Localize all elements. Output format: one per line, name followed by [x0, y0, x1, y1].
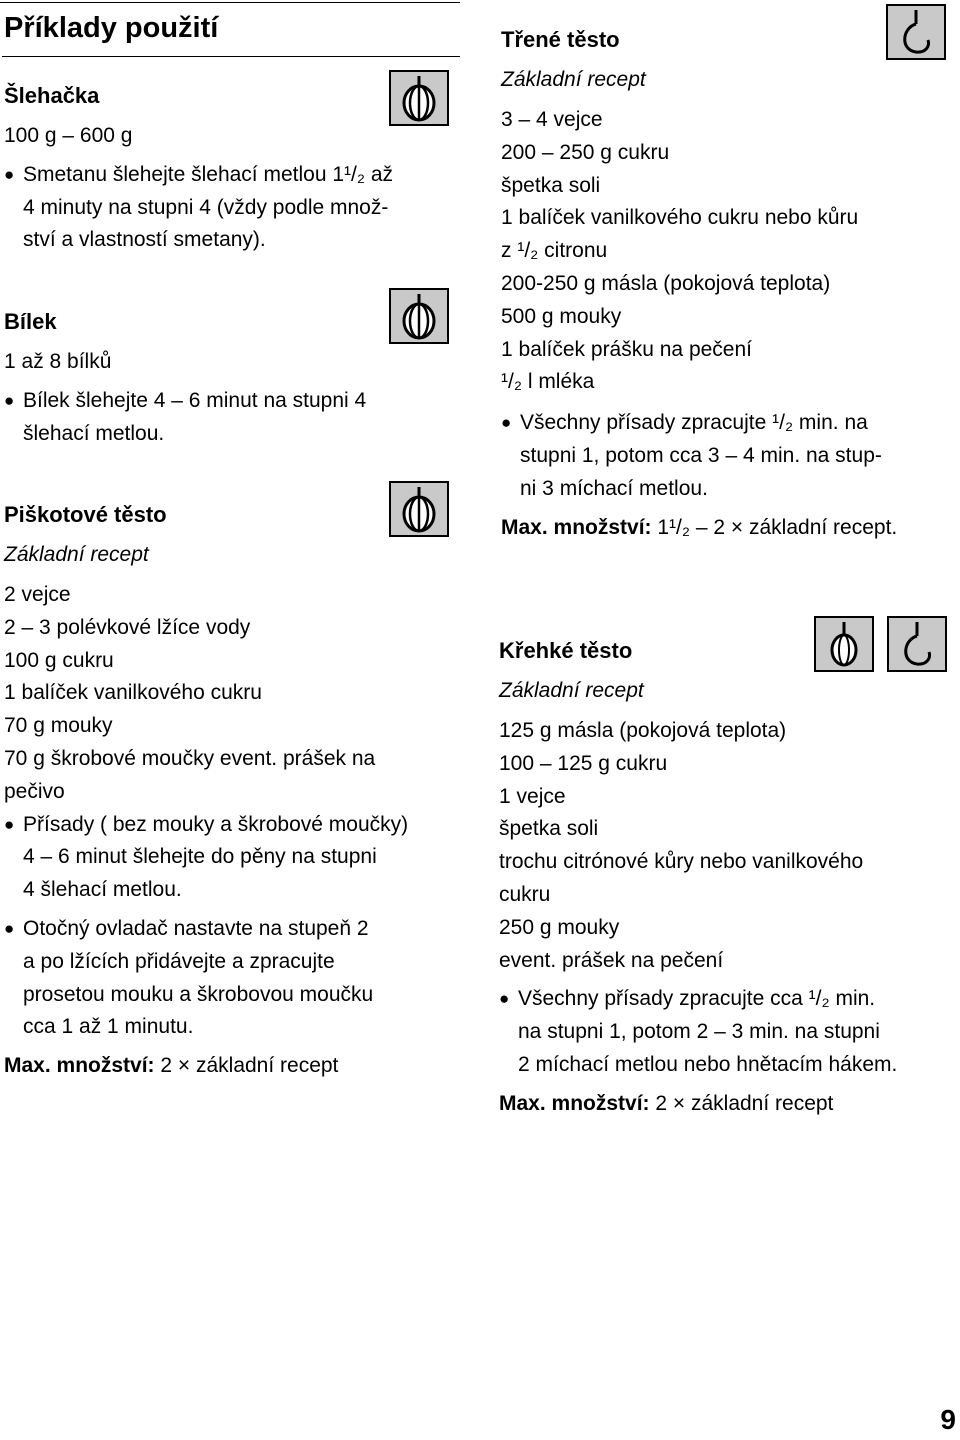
- ingredient: cukru: [499, 882, 551, 906]
- section-heading: Piškotové těsto: [4, 502, 167, 527]
- ingredient: 1 vejce: [499, 784, 566, 808]
- recipe-subtitle: Základní recept: [499, 679, 644, 702]
- ingredient: 2 vejce: [4, 583, 71, 606]
- ingredient: 70 g mouky: [4, 714, 113, 738]
- ingredient: 1 balíček vanilkového cukru: [4, 681, 262, 705]
- ingredient: 125 g másla (pokojová teplota): [499, 719, 787, 742]
- ingredient: 100 g cukru: [4, 648, 114, 672]
- instruction-item: ● Přísady ( bez mouky a škrobové moučky) 4 – 6 minut šlehejte do pěny na stupni 4 šlehací metlou.: [4, 809, 462, 907]
- whisk-icon: [389, 481, 449, 537]
- ingredient: špetka soli: [501, 173, 601, 197]
- ingredient: 200-250 g másla (pokojová teplota): [501, 271, 831, 295]
- instruction-item: ● Otočný ovladač nastavte na stupeň 2 a po lžících přidávejte a zpracujte prosetou mouku a škrobovou moučku cca 1 až 1 minutu.: [4, 913, 462, 1044]
- ingredient: 3 – 4 vejce: [501, 108, 603, 131]
- section-heading: Křehké těsto: [499, 638, 633, 663]
- section-piskotove: [4, 499, 462, 1083]
- ingredient: 500 g mouky: [501, 304, 622, 328]
- title-divider: [2, 56, 460, 57]
- section-trene: [501, 24, 960, 544]
- max-quantity: Max. množství: 2 × základní recept: [499, 1091, 834, 1115]
- ingredient: z ¹/₂ citronu: [501, 239, 608, 263]
- instruction-item: ● Všechny přísady zpracujte cca ¹/₂ min. na stupni 1, potom 2 – 3 min. na stupni 2 míchací metlou nebo hnětacím hákem.: [499, 983, 960, 1081]
- bullet-icon: ●: [501, 413, 512, 433]
- bullet-icon: ●: [4, 164, 15, 184]
- recipe-subtitle: Základní recept: [4, 543, 149, 566]
- kneading-hook-icon: [887, 616, 947, 672]
- ingredient: ¹/₂ l mléka: [501, 370, 595, 394]
- ingredient: 200 – 250 g cukru: [501, 140, 670, 164]
- section-heading: Třené těsto: [501, 27, 620, 52]
- whisk-icon: [389, 70, 449, 126]
- ingredient: 1 balíček vanilkového cukru nebo kůru: [501, 206, 859, 230]
- whisk-icon: [389, 288, 449, 344]
- mixing-whisk-icon: [814, 616, 874, 672]
- amount-line: 100 g – 600 g: [4, 124, 133, 147]
- ingredient: pečivo: [4, 779, 65, 803]
- page-number: 9: [940, 1404, 956, 1435]
- ingredient: 2 – 3 polévkové lžíce vody: [4, 615, 251, 639]
- ingredient: špetka soli: [499, 817, 599, 841]
- instruction-item: ● Bílek šlehejte 4 – 6 minut na stupni 4 šlehací metlou.: [4, 385, 462, 451]
- ingredient: event. prášek na pečení: [499, 948, 724, 972]
- instruction-item: ● Všechny přísady zpracujte ¹/₂ min. na stupni 1, potom cca 3 – 4 min. na stup- ni 3 míchací metlou.: [501, 407, 960, 505]
- bullet-icon: ●: [4, 390, 15, 410]
- max-quantity: Max. množství: 1¹/₂ – 2 × základní recept.: [501, 515, 898, 539]
- page-title: Příklady použití: [4, 12, 219, 44]
- section-krehke: [499, 635, 960, 1121]
- top-divider: [0, 2, 460, 3]
- mixing-hook-icon: [886, 4, 946, 60]
- bullet-icon: ●: [499, 989, 510, 1009]
- ingredient: 1 balíček prášku na pečení: [501, 337, 752, 361]
- max-quantity: Max. množství: 2 × základní recept: [4, 1054, 339, 1078]
- section-heading: Šlehačka: [4, 83, 100, 108]
- section-heading: Bílek: [4, 309, 57, 334]
- recipe-subtitle: Základní recept: [501, 68, 646, 91]
- ingredient: 70 g škrobové moučky event. prášek na: [4, 746, 376, 770]
- ingredient: 100 – 125 g cukru: [499, 751, 668, 775]
- bullet-icon: ●: [4, 814, 15, 834]
- bullet-icon: ●: [4, 918, 15, 938]
- ingredient: 250 g mouky: [499, 915, 620, 939]
- amount-line: 1 až 8 bílků: [4, 350, 112, 373]
- instruction-item: ● Smetanu šlehejte šlehací metlou 1¹/₂ až 4 minuty na stupni 4 (vždy podle množ- ství a vlastností smetany).: [4, 159, 462, 257]
- ingredient: trochu citrónové kůry nebo vanilkového: [499, 850, 864, 874]
